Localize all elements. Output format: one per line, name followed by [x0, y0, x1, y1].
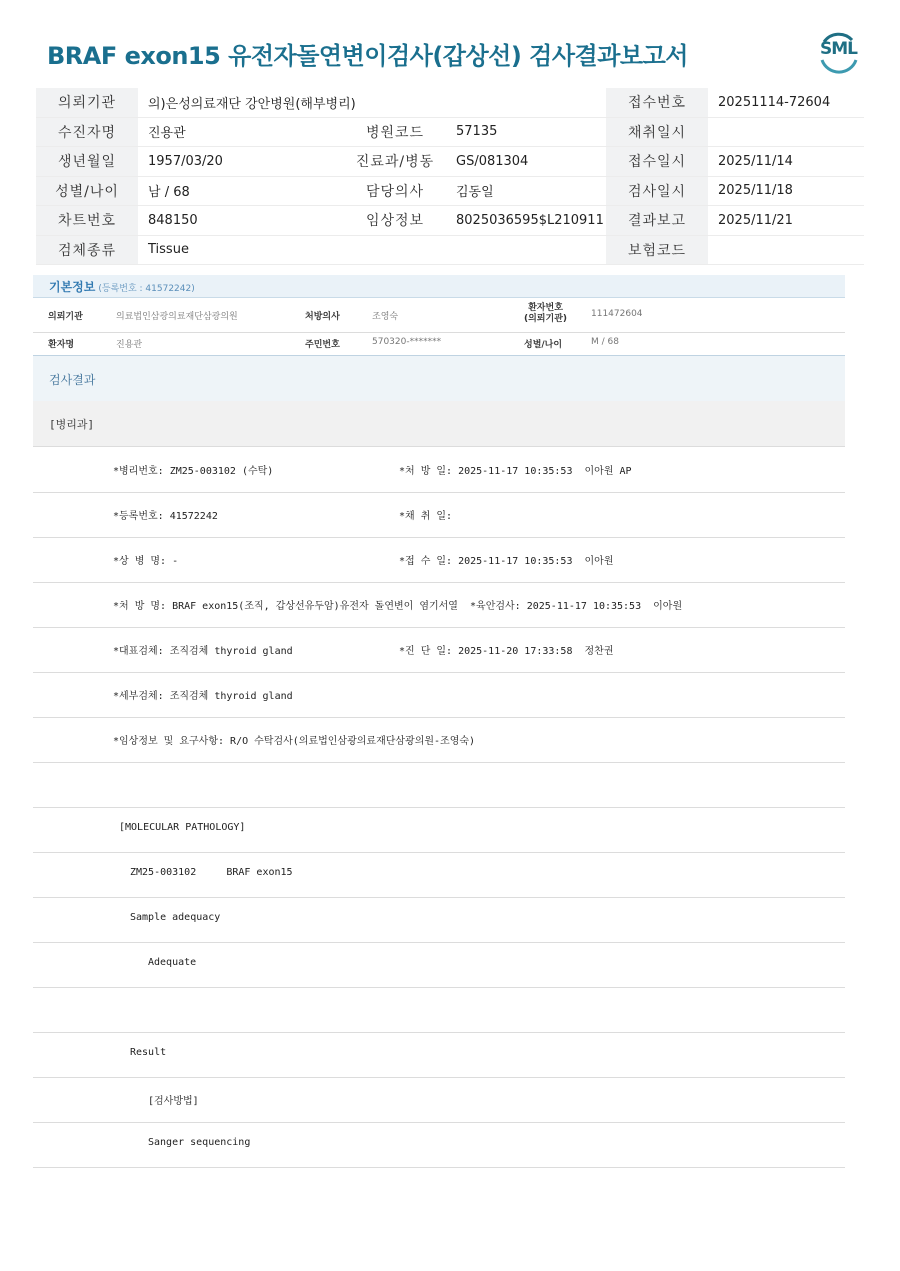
header-value: Tissue [138, 235, 606, 265]
header-label: 접수일시 [606, 147, 708, 177]
result-line-text: Adequate [148, 957, 197, 968]
header-label: 병원코드 [344, 117, 446, 147]
header-row-referring-org [36, 88, 864, 117]
sex-age-label: 성별/나이 [524, 340, 563, 350]
header-value [708, 235, 864, 265]
result-line-text: *임상정보 및 요구사항: R/O 수탁검사(의료법인삼광의료재단삼광의원-조영숙) [113, 736, 476, 747]
header-label: 채취일시 [606, 117, 708, 147]
result-line-text-right: *처 방 일: 2025-11-17 10:35:53 이아원 AP [399, 466, 632, 477]
result-line-text: ZM25-003102 BRAF exon15 [130, 867, 293, 878]
result-line-text: Result [130, 1047, 167, 1058]
name-value: 진용관 [116, 340, 143, 350]
registration-number: (등록번호 : 41572242) [98, 284, 195, 294]
result-line-text: [검사방법] [148, 1096, 199, 1107]
result-line [33, 1122, 845, 1168]
header-label: 검체종류 [36, 235, 138, 265]
result-line-text: [MOLECULAR PATHOLOGY] [119, 822, 246, 833]
result-line-text: *등록번호: 41572242 [113, 511, 218, 522]
header-value: 8025036595$L210911 [446, 206, 606, 236]
result-line [33, 1077, 845, 1123]
result-line [33, 987, 845, 1033]
result-line [33, 627, 845, 673]
result-line [33, 537, 845, 583]
basic-info-band [33, 275, 845, 298]
header-row-sex-age [36, 176, 864, 206]
header-value: 1957/03/20 [138, 147, 344, 177]
header-label: 접수번호 [606, 88, 708, 117]
result-line [33, 492, 845, 538]
result-line-text: *상 병 명: - [113, 556, 179, 567]
basic-info-title: 기본정보 (등록번호 : 41572242) [49, 280, 195, 294]
patient-number-label: 환자번호 (의뢰기관) [524, 303, 568, 324]
header-label: 수진자명 [36, 117, 138, 147]
header-value: 20251114-72604 [708, 88, 864, 117]
result-line-text: *대표검체: 조직검체 thyroid gland [113, 646, 293, 657]
logo-text: SML [820, 39, 857, 59]
result-line [33, 717, 845, 763]
header-value: 남 / 68 [138, 176, 344, 206]
header-label: 성별/나이 [36, 176, 138, 206]
header-value: 2025/11/14 [708, 147, 864, 177]
result-line [33, 447, 845, 493]
result-line [33, 1032, 845, 1078]
result-line [33, 852, 845, 898]
header-row-birth-date [36, 147, 864, 177]
result-line-text: *병리번호: ZM25-003102 (수탁) [113, 466, 274, 477]
header-label: 임상정보 [344, 206, 446, 236]
header-label: 의뢰기관 [36, 88, 138, 117]
resident-id-value: 570320-******* [372, 337, 442, 347]
result-line [33, 672, 845, 718]
header-label: 검사일시 [606, 176, 708, 206]
header-row-chart-number [36, 206, 864, 236]
result-line-text: Sample adequacy [130, 912, 221, 923]
header-value: 2025/11/21 [708, 206, 864, 236]
header-label: 보험코드 [606, 235, 708, 265]
patient-header-table [36, 88, 864, 265]
sml-logo [816, 30, 860, 74]
header-label: 차트번호 [36, 206, 138, 236]
result-line-text: *처 방 명: BRAF exon15(조직, 갑상선유두암)유전자 돌연변이 염기서열 *육안검사: 2025-11-17 10:35:53 이아원 [113, 601, 683, 612]
basic-info-row-1 [33, 298, 845, 333]
header-value [708, 117, 864, 147]
header-label: 결과보고 [606, 206, 708, 236]
name-label: 환자명 [48, 340, 75, 350]
patient-number-value: 111472604 [591, 309, 643, 319]
header-label: 담당의사 [344, 176, 446, 206]
result-line [33, 762, 845, 808]
header-value: 2025/11/18 [708, 176, 864, 206]
result-line-text-right: *채 취 일: [399, 511, 453, 522]
header-value: 57135 [446, 117, 606, 147]
result-line [33, 942, 845, 988]
org-label: 의뢰기관 [48, 312, 83, 322]
header-row-patient-name [36, 117, 864, 147]
header-label: 진료과/병동 [344, 147, 446, 177]
report-title: BRAF exon15 유전자돌연변이검사(갑상선) 검사결과보고서 [47, 42, 688, 70]
basic-info-row-2 [33, 332, 845, 354]
header-value: GS/081304 [446, 147, 606, 177]
result-line-text: *세부검체: 조직검체 thyroid gland [113, 691, 293, 702]
results-section-title: 검사결과 [49, 373, 96, 387]
results-section-header [33, 355, 845, 402]
header-row-specimen-type [36, 235, 864, 265]
result-line-text: Sanger sequencing [148, 1137, 251, 1148]
doctor-value: 조영숙 [372, 312, 399, 322]
org-value: 의료법인삼광의료재단삼광의원 [116, 312, 238, 322]
header-value: 의)은성의료재단 강안병원(해부병리) [138, 88, 606, 117]
department-header [33, 401, 845, 447]
header-value: 김동일 [446, 176, 606, 206]
result-line [33, 582, 845, 628]
result-line [33, 897, 845, 943]
header-label: 생년월일 [36, 147, 138, 177]
header-value: 진용관 [138, 117, 344, 147]
doctor-label: 처방의사 [305, 312, 340, 322]
result-line [33, 807, 845, 853]
header-value: 848150 [138, 206, 344, 236]
resident-id-label: 주민번호 [305, 340, 340, 350]
result-line-text-right: *접 수 일: 2025-11-17 10:35:53 이아원 [399, 556, 614, 567]
result-line-text-right: *진 단 일: 2025-11-20 17:33:58 정찬권 [399, 646, 614, 657]
department-label: [병리과] [49, 418, 95, 431]
sex-age-value: M / 68 [591, 337, 619, 347]
